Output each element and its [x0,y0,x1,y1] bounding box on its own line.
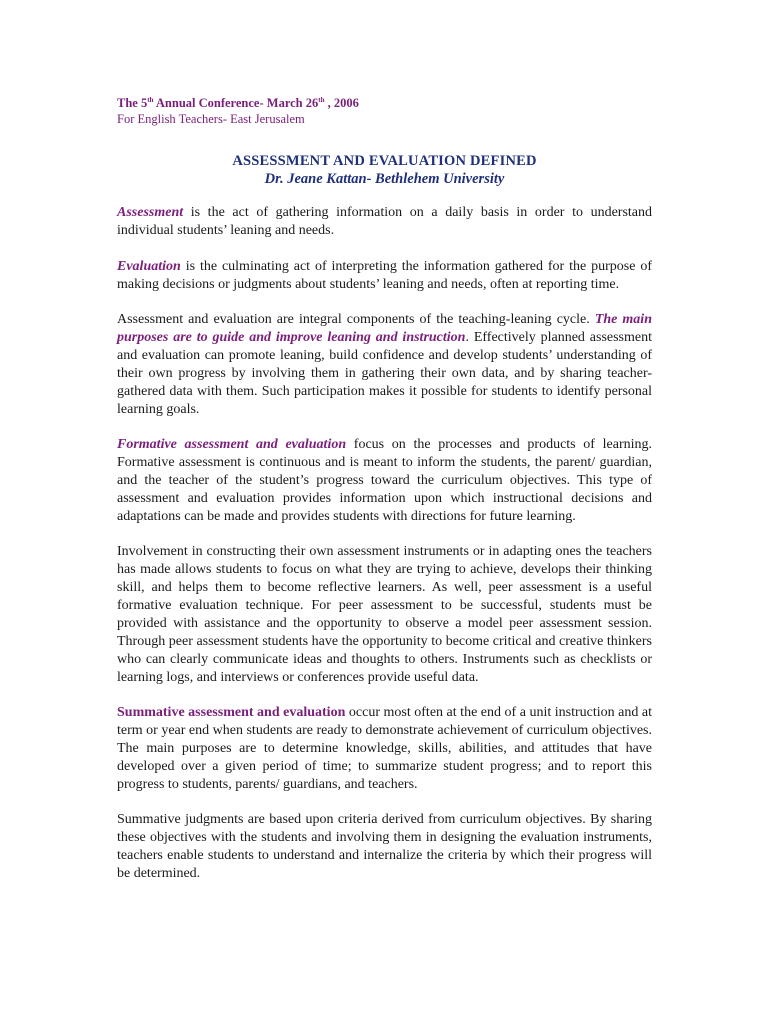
term-evaluation: Evaluation [117,259,181,274]
term-assessment: Assessment [117,205,184,220]
paragraph-integral [117,311,652,419]
document-content [117,92,652,883]
paragraph-assessment [117,204,652,240]
term-formative: Formative assessment and evaluation [117,437,347,452]
paragraph-evaluation-text: is the culminating act of interpreting the information gathered for the purpose of making decisions or judgments about students’ leaning and needs, often at reporting time. [117,259,652,292]
paragraph-judgments: Summative judgments are based upon criteria derived from curriculum objectives. By sharing these objectives with the students and involving them in designing the evaluation instruments, teachers enable students to understand and internalize the criteria by which their progress will be determined. [117,812,652,881]
conference-heading [117,92,652,111]
conference-mid: Annual Conference- March 26 [153,96,319,110]
paragraph-summative [117,704,652,794]
paragraph-formative [117,436,652,526]
paragraph-summative-text: occur most often at the end of a unit instruction and at term or year end when students are ready to demonstrate achievement of curriculum objectives. The main purposes are to determine knowledge, skills, abilities, and attitudes that have developed over a given period of time; to summarize student progress; and to report this progress to students, parents/ guardians, and teachers. [117,705,653,792]
conference-suffix: , 2006 [324,96,359,110]
paragraph-integral-lead: Assessment and evaluation are integral components of the teaching-leaning cycle. [117,312,595,327]
conference-date-ordinal: th [318,96,325,104]
paragraph-integral-text: . Effectively planned assessment and evaluation can promote leaning, build confidence and develop students’ understanding of their own progress by involving them in gathering their own data, and by sharing teacher-gathered data with them. Such participation makes it possible for students to identify personal learning goals. [117,330,653,417]
emphasis-main-purposes: The main purposes are to guide and improve leaning and instruction [117,312,652,345]
paragraph-assessment-text: is the act of gathering information on a daily basis in order to understand individual students’ leaning and needs. [117,205,652,238]
conference-ordinal: th [147,96,154,104]
paragraph-formative-text: focus on the processes and products of learning. Formative assessment is continuous and is meant to inform the students, the parent/ guardian, and the teacher of the student’s progress toward the curriculum objectives. This type of assessment and evaluation provides information upon which instructional decisions and adaptations can be made and provides students with directions for future learning. [117,437,652,524]
paragraph-evaluation [117,258,652,294]
paragraph-involvement: Involvement in constructing their own assessment instruments or in adapting ones the teachers has made allows students to focus on what they are trying to achieve, develops their thinking skill, and helps them to become reflective learners. As well, peer assessment is a useful formative evaluation technique. For peer assessment to be successful, students must be provided with assistance and the opportunity to observe a model peer assessment session. Through peer assessment students have the opportunity to become critical and creative thinkers who can clearly communicate ideas and thoughts to others. Instruments such as checklists or learning logs, and interviews or conferences provide useful data. [117,544,652,685]
document-author: Dr. Jeane Kattan- Bethlehem University [264,171,505,187]
document-title: ASSESSMENT AND EVALUATION DEFINED [232,153,537,169]
conference-audience: For English Teachers- East Jerusalem [117,112,305,126]
conference-prefix: The 5 [117,96,148,110]
term-summative: Summative assessment and evaluation [117,705,346,720]
